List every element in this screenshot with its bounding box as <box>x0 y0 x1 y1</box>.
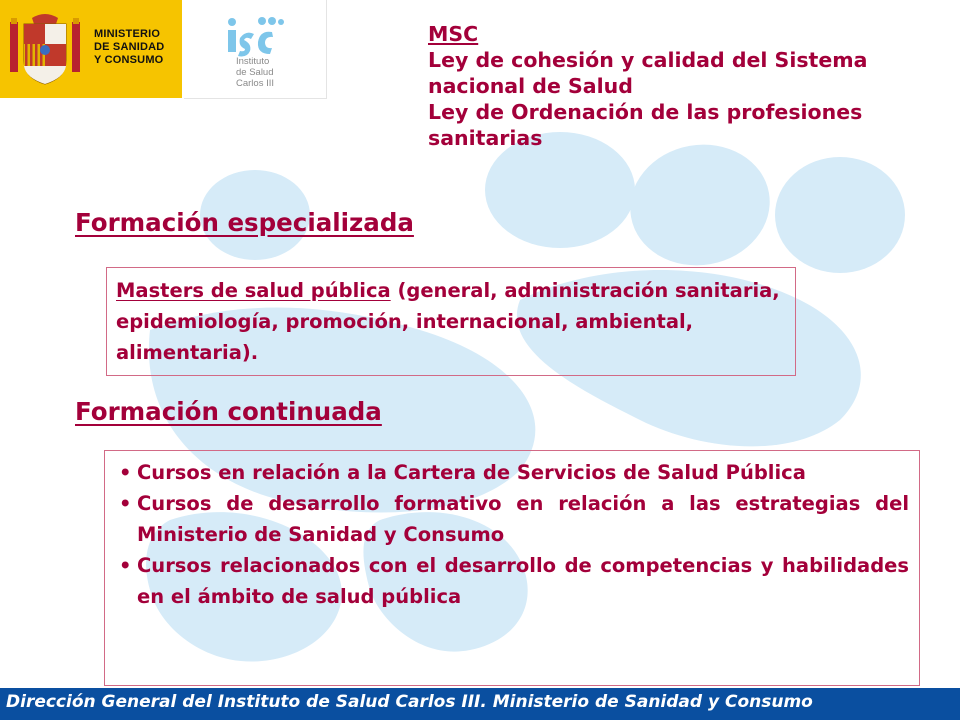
isciii-name-line: de Salud <box>236 67 274 78</box>
law1-line1: Ley de cohesión y calidad del Sistema <box>428 48 868 72</box>
bullet-icon: • <box>119 461 132 484</box>
masters-link[interactable]: Masters de salud pública <box>116 279 391 302</box>
msc-label: MSC <box>428 22 479 46</box>
isciii-name-line: Carlos III <box>236 78 275 89</box>
ministry-name <box>94 28 164 67</box>
courses-list <box>119 457 909 612</box>
coat-of-arms-icon <box>10 12 80 88</box>
list-item <box>119 488 909 550</box>
list-item <box>119 550 909 612</box>
list-item-text: Cursos relacionados con el desarrollo de competencias y habilidades en el ámbito de salud pública <box>137 554 909 608</box>
ministry-name-line: DE SANIDAD <box>94 41 165 53</box>
footer-text: Dirección General del Instituto de Salud Carlos III. Ministerio de Sanidad y Consumo <box>6 692 813 712</box>
ministry-name-line: MINISTERIO <box>94 28 161 40</box>
masters-box <box>106 267 796 376</box>
masters-text <box>116 275 787 368</box>
section-title-formacion-especializada: Formación especializada <box>75 208 414 237</box>
isciii-logo <box>184 0 327 99</box>
isciii-name-line: Instituto <box>236 56 270 67</box>
list-item <box>119 457 909 488</box>
law2-line2: sanitarias <box>428 126 543 150</box>
law2-line1: Ley de Ordenación de las profesiones <box>428 100 863 124</box>
ministry-logo <box>0 0 182 98</box>
masters-description: (general, administración sanitaria, epidemiología, promoción, internacional, ambiental, alimentaria). <box>116 279 780 364</box>
bullet-icon: • <box>119 554 132 577</box>
law1-line2: nacional de Salud <box>428 74 633 98</box>
list-item-text: Cursos de desarrollo formativo en relación a las estrategias del Ministerio de Sanidad y Consumo <box>137 492 909 546</box>
courses-box <box>104 450 920 686</box>
footer-bar <box>0 688 960 720</box>
bullet-icon: • <box>119 492 132 515</box>
isciii-name <box>236 56 274 89</box>
legal-references <box>428 21 948 151</box>
ministry-name-line: Y CONSUMO <box>94 54 164 66</box>
section-title-formacion-continuada: Formación continuada <box>75 397 382 426</box>
list-item-text: Cursos en relación a la Cartera de Servicios de Salud Pública <box>137 461 806 484</box>
